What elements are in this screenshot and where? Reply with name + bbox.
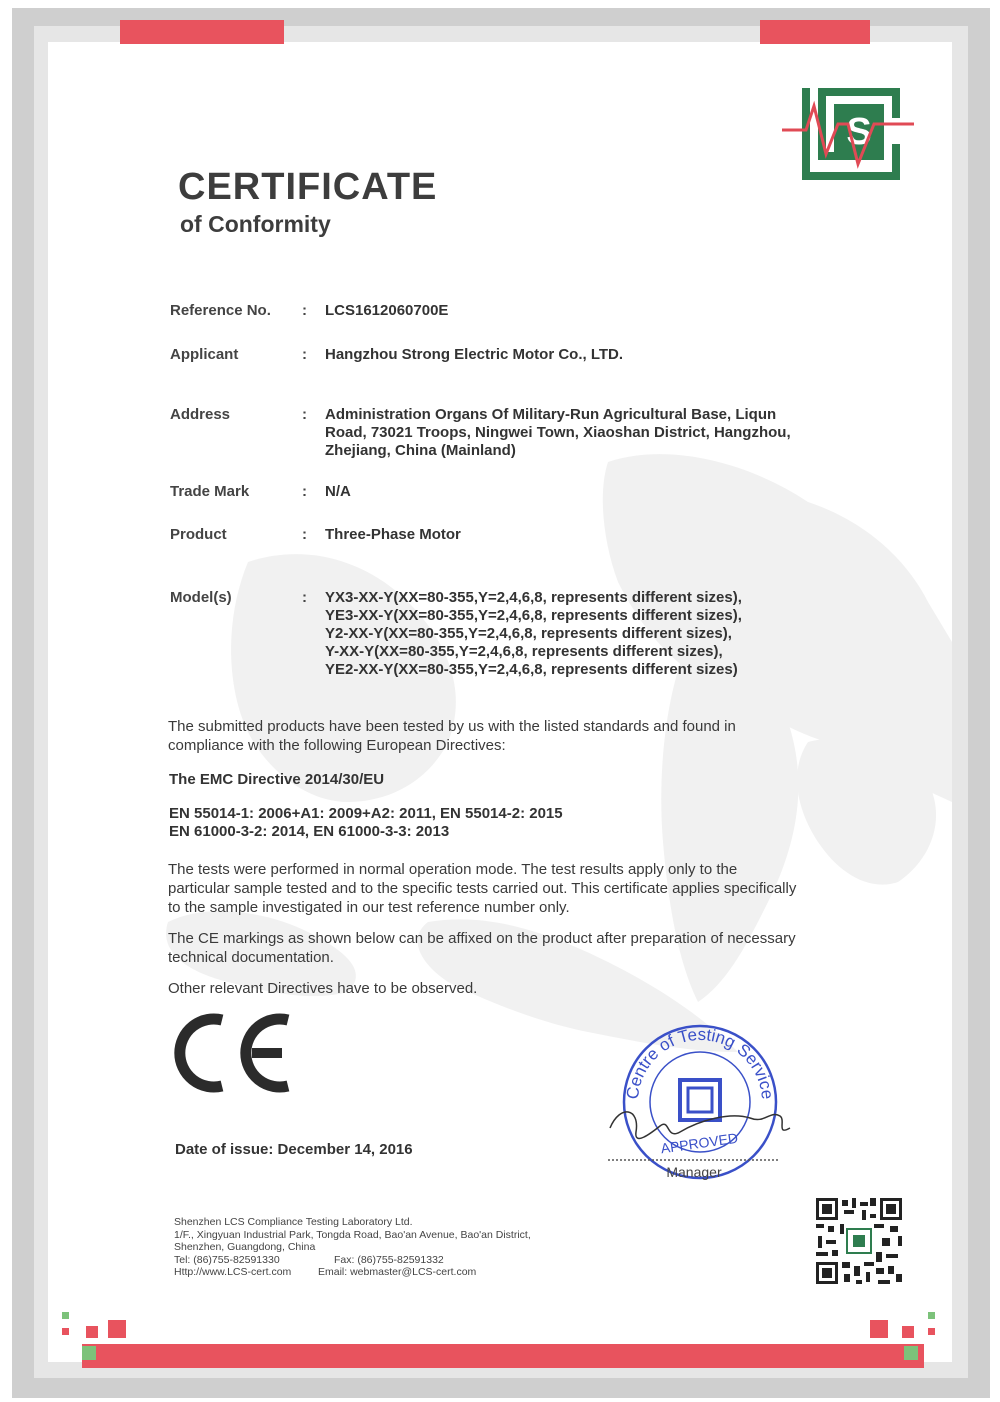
intro-paragraph: The submitted products have been tested by us with the listed standards and found in compliance with the following European Directives: — [168, 718, 736, 754]
corner-square — [902, 1326, 914, 1338]
corner-square — [62, 1312, 69, 1319]
model-line: Y-XX-Y(XX=80-355,Y=2,4,6,8, represents different sizes), — [325, 643, 723, 660]
models-value — [325, 589, 742, 679]
corner-square — [870, 1320, 888, 1338]
svg-text:Manager: Manager — [666, 1164, 722, 1180]
certificate-subtitle: of Conformity — [180, 211, 331, 237]
trademark-label: Trade Mark — [170, 483, 250, 500]
directive-heading: The EMC Directive 2014/30/EU — [169, 771, 385, 788]
product-value: Three-Phase Motor — [325, 526, 461, 543]
corner-square — [928, 1328, 935, 1335]
colon: : — [302, 589, 307, 606]
reference-value: LCS1612060700E — [325, 302, 449, 319]
applicant-value: Hangzhou Strong Electric Motor Co., LTD. — [325, 346, 624, 363]
corner-square — [904, 1346, 918, 1360]
date-of-issue: Date of issue: December 14, 2016 — [175, 1141, 413, 1158]
corner-square — [62, 1328, 69, 1335]
lab-address-line: 1/F., Xingyuan Industrial Park, Tongda Road, Bao'an Avenue, Bao'an District, — [174, 1228, 531, 1241]
lab-tel: Tel: (86)755-82591330 — [174, 1253, 280, 1266]
models-label: Model(s) — [170, 589, 232, 606]
lab-address-line: Shenzhen, Guangdong, China — [174, 1241, 316, 1253]
address-line: Zhejiang, China (Mainland) — [325, 442, 516, 459]
corner-square — [86, 1326, 98, 1338]
colon: : — [302, 406, 307, 423]
svg-text:S: S — [846, 111, 872, 153]
colon: : — [302, 526, 307, 543]
trademark-value: N/A — [325, 483, 351, 500]
top-right-red-bar — [760, 20, 870, 44]
certificate-title: CERTIFICATE — [178, 166, 438, 208]
corner-square — [928, 1312, 935, 1319]
corner-square — [82, 1346, 96, 1360]
model-line: YX3-XX-Y(XX=80-355,Y=2,4,6,8, represents different sizes), — [325, 589, 742, 606]
lcs-logo — [782, 84, 914, 188]
lab-fax: Fax: (86)755-82591332 — [334, 1253, 444, 1266]
colon: : — [302, 302, 307, 319]
lab-contact-row — [174, 1254, 531, 1267]
reference-label: Reference No. — [170, 302, 271, 319]
lab-footer — [174, 1216, 531, 1279]
top-left-red-bar — [120, 20, 284, 44]
standard-line: EN 55014-1: 2006+A1: 2009+A2: 2011, EN 55014-2: 2015 — [169, 805, 563, 822]
applicant-label: Applicant — [170, 346, 239, 363]
approval-stamp — [600, 1024, 800, 1186]
bottom-red-bar — [82, 1344, 924, 1368]
lab-company-name: Shenzhen LCS Compliance Testing Laboratory Ltd. — [174, 1216, 413, 1228]
address-value — [325, 406, 791, 460]
address-line: Road, 73021 Troops, Ningwei Town, Xiaoshan District, Hangzhou, — [325, 424, 791, 441]
ce-mark — [166, 1010, 296, 1096]
address-label: Address — [170, 406, 231, 423]
svg-text:Centre of Testing Service: Centre of Testing Service — [622, 1024, 778, 1101]
ce-paragraph: The CE markings as shown below can be affixed on the product after preparation of necessary technical documentation. — [168, 930, 796, 966]
svg-text:APPROVED: APPROVED — [659, 1129, 739, 1157]
standard-line: EN 61000-3-2: 2014, EN 61000-3-3: 2013 — [169, 823, 450, 840]
model-line: YE3-XX-Y(XX=80-355,Y=2,4,6,8, represents different sizes), — [325, 607, 742, 624]
lab-website: Http://www.LCS-cert.com — [174, 1266, 292, 1278]
other-directives-paragraph: Other relevant Directives have to be observed. — [168, 980, 478, 997]
model-line: Y2-XX-Y(XX=80-355,Y=2,4,6,8, represents different sizes), — [325, 625, 732, 642]
paper-sheet — [48, 42, 952, 1362]
lab-email: Email: webmaster@LCS-cert.com — [318, 1266, 477, 1278]
address-line: Administration Organs Of Military-Run Agricultural Base, Liqun — [325, 406, 777, 423]
qr-code — [814, 1196, 904, 1286]
world-map-watermark — [48, 42, 952, 1362]
tests-paragraph: The tests were performed in normal operation mode. The test results apply only to the particular sample tested and to the specific tests carried out. This certificate applies specifically to the sample investigated in our test reference number only. — [168, 861, 797, 916]
model-line: YE2-XX-Y(XX=80-355,Y=2,4,6,8, represents different sizes) — [325, 661, 738, 678]
colon: : — [302, 483, 307, 500]
product-label: Product — [170, 526, 227, 543]
colon: : — [302, 346, 307, 363]
corner-square — [108, 1320, 126, 1338]
lab-contact-row — [174, 1266, 531, 1279]
